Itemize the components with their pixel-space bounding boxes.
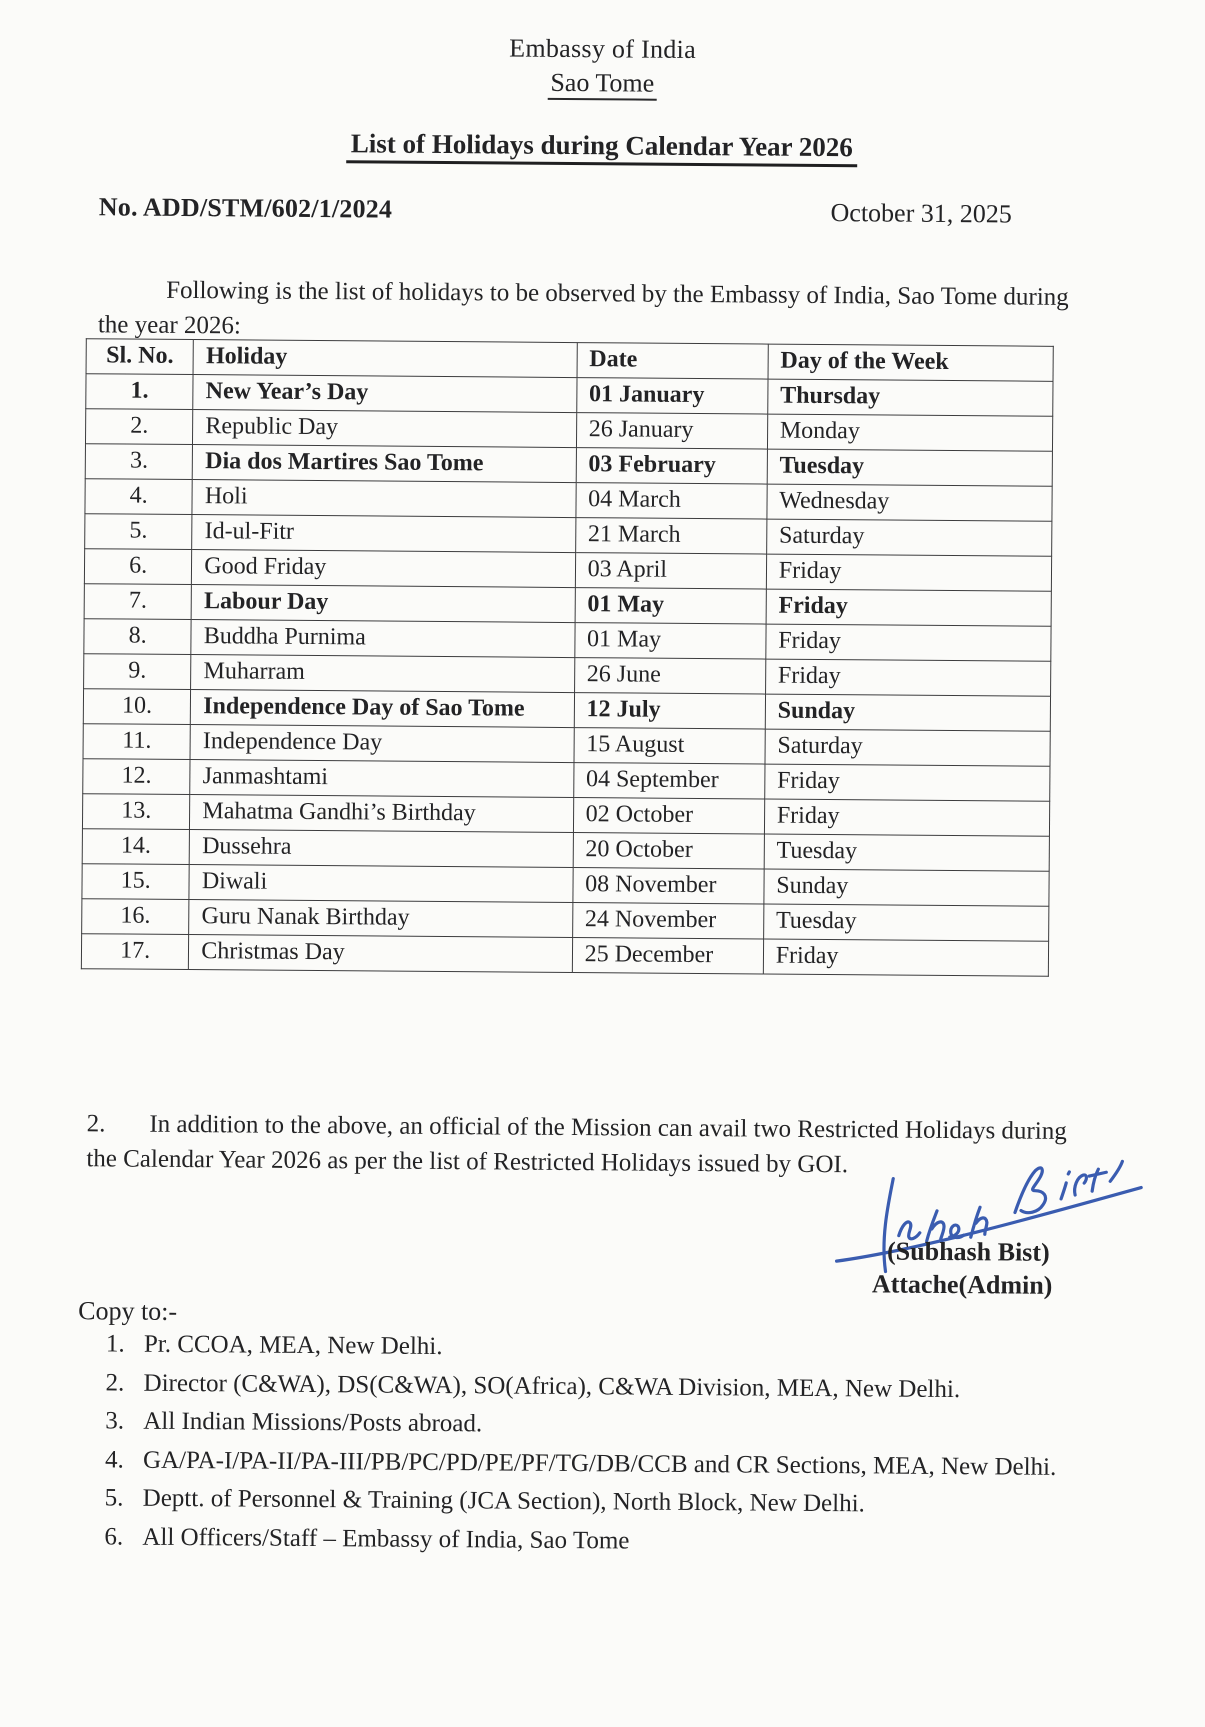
header-holiday: Holiday [193, 340, 577, 378]
sl-no-cell: 1. [86, 374, 194, 410]
copy-to-item [104, 1521, 1114, 1560]
copy-to-item-number: 5. [104, 1484, 124, 1512]
copy-to-item [105, 1482, 1115, 1521]
signatory-title: Attache(Admin) [871, 1269, 1053, 1300]
copy-to-item-number: 3. [105, 1407, 125, 1435]
holiday-cell: Labour Day [191, 585, 575, 623]
document-date: October 31, 2025 [830, 198, 1012, 229]
date-cell: 04 March [576, 483, 767, 520]
sl-no-cell: 5. [85, 514, 193, 550]
day-cell: Tuesday [764, 834, 1049, 871]
holiday-cell: Buddha Purnima [191, 620, 575, 658]
copy-to-item-text: Director (C&WA), DS(C&WA), SO(Africa), C&WA Division, MEA, New Delhi. [143, 1369, 961, 1403]
intro-paragraph: Following is the list of holidays to be observed by the Embassy of India, Sao Tome during the year 2026: [97, 276, 1069, 339]
sl-no-cell: 3. [85, 444, 193, 480]
reference-row [99, 192, 1012, 229]
date-cell: 01 May [575, 588, 766, 625]
date-cell: 01 January [576, 378, 767, 415]
holiday-cell: Mahatma Gandhi’s Birthday [190, 795, 574, 833]
holiday-cell: Muharram [191, 655, 575, 693]
page-title: List of Holidays during Calendar Year 2026 [0, 126, 1204, 166]
day-cell: Wednesday [767, 484, 1052, 521]
copy-to-label: Copy to:- [78, 1296, 178, 1326]
day-cell: Sunday [764, 869, 1049, 906]
paragraph-number: 2. [86, 1110, 106, 1138]
date-cell: 01 May [574, 623, 765, 660]
copy-to-item-text: Deptt. of Personnel & Training (JCA Section), North Block, New Delhi. [142, 1484, 865, 1518]
date-cell: 02 October [573, 798, 764, 835]
date-cell: 21 March [575, 518, 766, 555]
holiday-cell: Christmas Day [189, 935, 573, 973]
copy-to-item-number: 4. [104, 1445, 124, 1474]
date-cell: 03 February [576, 448, 767, 485]
copy-to-item-text: Pr. CCOA, MEA, New Delhi. [143, 1330, 443, 1361]
holiday-cell: Independence Day [190, 725, 574, 763]
date-cell: 04 September [573, 763, 764, 800]
copy-to-item [105, 1444, 1115, 1483]
day-cell: Saturday [765, 729, 1050, 766]
date-cell: 15 August [574, 728, 765, 765]
day-cell: Tuesday [767, 449, 1052, 486]
copy-to-item [106, 1328, 1116, 1367]
date-cell: 26 June [574, 658, 765, 695]
header-day: Day of the Week [768, 344, 1053, 381]
copy-to-item-text: GA/PA-I/PA-II/PA-III/PB/PC/PD/PE/PF/TG/DB/CCB and CR Sections, MEA, New Delhi. [142, 1446, 1057, 1481]
sl-no-cell: 15. [82, 864, 190, 900]
day-cell: Tuesday [763, 904, 1048, 941]
day-cell: Friday [766, 554, 1051, 591]
holiday-cell: Republic Day [193, 410, 577, 448]
copy-to-item [105, 1367, 1115, 1406]
holiday-cell: New Year’s Day [193, 375, 577, 413]
copy-to-item-number: 2. [105, 1368, 125, 1397]
holiday-cell: Dussehra [190, 830, 574, 868]
sl-no-cell: 11. [83, 724, 191, 760]
org-name: Embassy of India [509, 33, 697, 64]
reference-number: No. ADD/STM/602/1/2024 [98, 192, 393, 224]
day-cell: Friday [764, 799, 1049, 836]
date-cell: 26 January [576, 413, 767, 450]
sl-no-cell: 7. [84, 584, 192, 620]
date-cell: 20 October [573, 833, 764, 870]
sl-no-cell: 2. [85, 409, 193, 445]
sl-no-cell: 10. [83, 689, 191, 725]
sl-no-cell: 17. [81, 934, 189, 970]
day-cell: Thursday [768, 379, 1053, 416]
day-cell: Sunday [765, 694, 1050, 731]
holiday-cell: Independence Day of Sao Tome [191, 690, 575, 728]
day-cell: Saturday [766, 519, 1051, 556]
date-cell: 03 April [575, 553, 766, 590]
day-cell: Friday [766, 589, 1051, 626]
sl-no-cell: 9. [84, 654, 192, 690]
date-cell: 25 December [572, 938, 763, 975]
copy-to-item [105, 1405, 1115, 1444]
date-cell: 08 November [573, 868, 764, 905]
signatory-name: (Subhash Bist) [886, 1236, 1050, 1267]
paragraph-text: In addition to the above, an official of the Mission can avail two Restricted Holidays during the Calendar Year 2026 as per the list of Restricted Holidays issued by GOI. [86, 1110, 1067, 1178]
copy-to-item-number: 6. [104, 1522, 124, 1551]
sl-no-cell: 4. [85, 479, 193, 515]
holiday-cell: Good Friday [192, 550, 576, 588]
day-cell: Friday [764, 764, 1049, 801]
day-cell: Monday [767, 414, 1052, 451]
sl-no-cell: 6. [84, 549, 192, 585]
table-row [81, 934, 1048, 977]
copy-to-item-text: All Officers/Staff – Embassy of India, Sao Tome [142, 1523, 630, 1555]
sl-no-cell: 13. [82, 794, 190, 830]
holiday-cell: Dia dos Martires Sao Tome [193, 445, 577, 483]
header-sl-no: Sl. No. [86, 339, 194, 375]
copy-to-item-text: All Indian Missions/Posts abroad. [143, 1407, 483, 1438]
day-cell: Friday [763, 939, 1048, 976]
holiday-cell: Id-ul-Fitr [192, 515, 576, 553]
sl-no-cell: 14. [82, 829, 190, 865]
date-cell: 12 July [574, 693, 765, 730]
header-date: Date [577, 343, 768, 380]
day-cell: Friday [766, 624, 1051, 661]
sl-no-cell: 12. [83, 759, 191, 795]
date-cell: 24 November [572, 903, 763, 940]
holiday-table [81, 338, 1054, 977]
sl-no-cell: 8. [84, 619, 192, 655]
day-cell: Friday [765, 659, 1050, 696]
copy-to-list [104, 1328, 1116, 1567]
holiday-cell: Janmashtami [190, 760, 574, 798]
sl-no-cell: 16. [82, 899, 190, 935]
holiday-cell: Diwali [189, 865, 573, 903]
org-location: Sao Tome [0, 64, 1205, 103]
holiday-cell: Holi [192, 480, 576, 518]
copy-to-item-number: 1. [105, 1330, 125, 1358]
holiday-cell: Guru Nanak Birthday [189, 900, 573, 938]
